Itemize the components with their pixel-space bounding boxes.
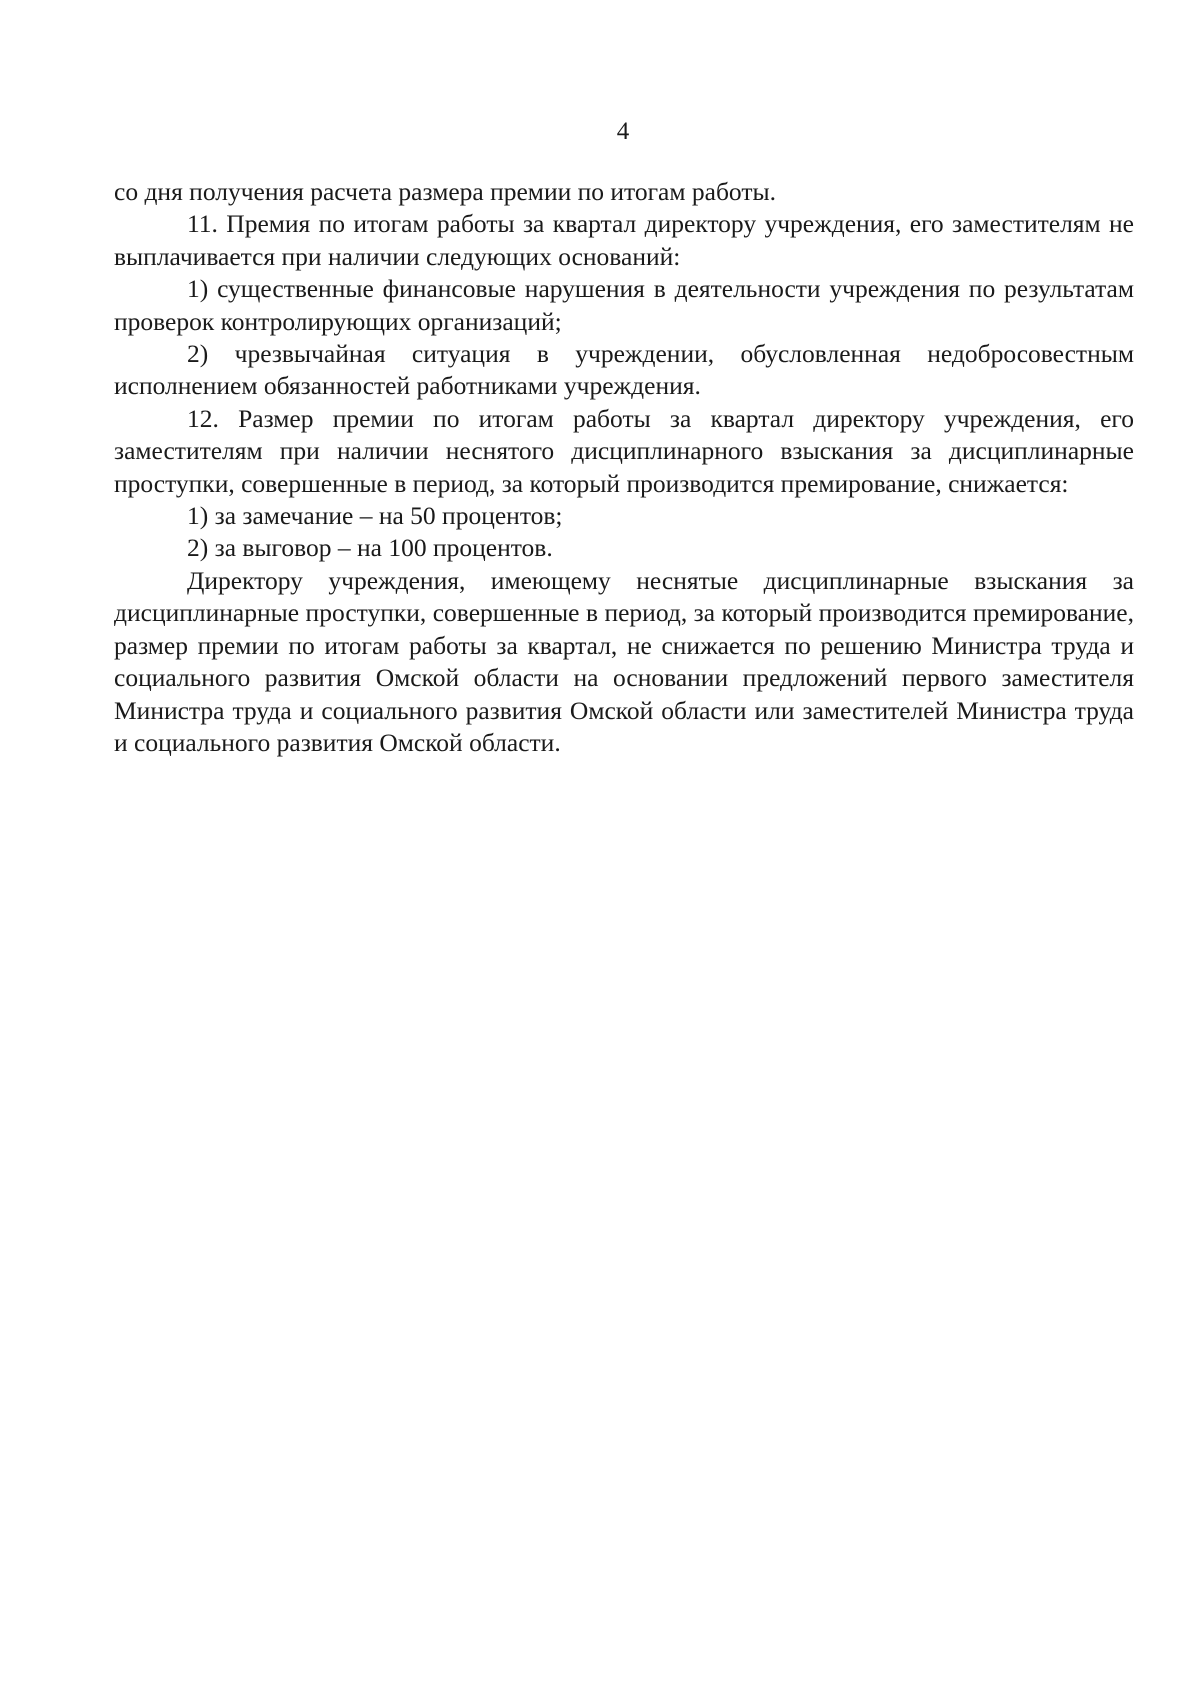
page-number: 4 — [616, 118, 630, 145]
paragraph-director-exception: Директору учреждения, имеющему неснятые дисциплинарные взыскания за дисциплинарные проступки, совершенные в период, за который производится премирование, размер премии по итогам работы за квартал, не снижается по решению Министра труда и социального развития Омской области на основании предложений первого заместителя Министра труда и социального развития Омской области или заместителей Министра труда и социального развития Омской области. — [114, 565, 1134, 757]
paragraph-item-11: 11. Премия по итогам работы за квартал директору учреждения, его заместителям не выплачивается при наличии следующих оснований: — [114, 209, 1134, 271]
paragraph-item-12: 12. Размер премии по итогам работы за квартал директору учреждения, его заместителям при наличии неснятого дисциплинарного взыскания за дисциплинарные проступки, совершенные в период, за который производится премирование, снижается: — [114, 403, 1134, 498]
paragraph-continuation: со дня получения расчета размера премии по итогам работы. — [114, 177, 776, 206]
paragraph-reduction-reprimand: 1) за замечание – на 50 процентов; — [187, 501, 563, 531]
document-body — [114, 176, 1134, 759]
paragraph-subitem-1: 1) существенные финансовые нарушения в деятельности учреждения по результатам проверок контролирующих организаций; — [114, 274, 1134, 336]
paragraph-subitem-2: 2) чрезвычайная ситуация в учреждении, обусловленная недобросовестным исполнением обязанностей работниками учреждения. — [114, 339, 1134, 401]
paragraph-reduction-rebuke: 2) за выговор – на 100 процентов. — [187, 533, 553, 563]
